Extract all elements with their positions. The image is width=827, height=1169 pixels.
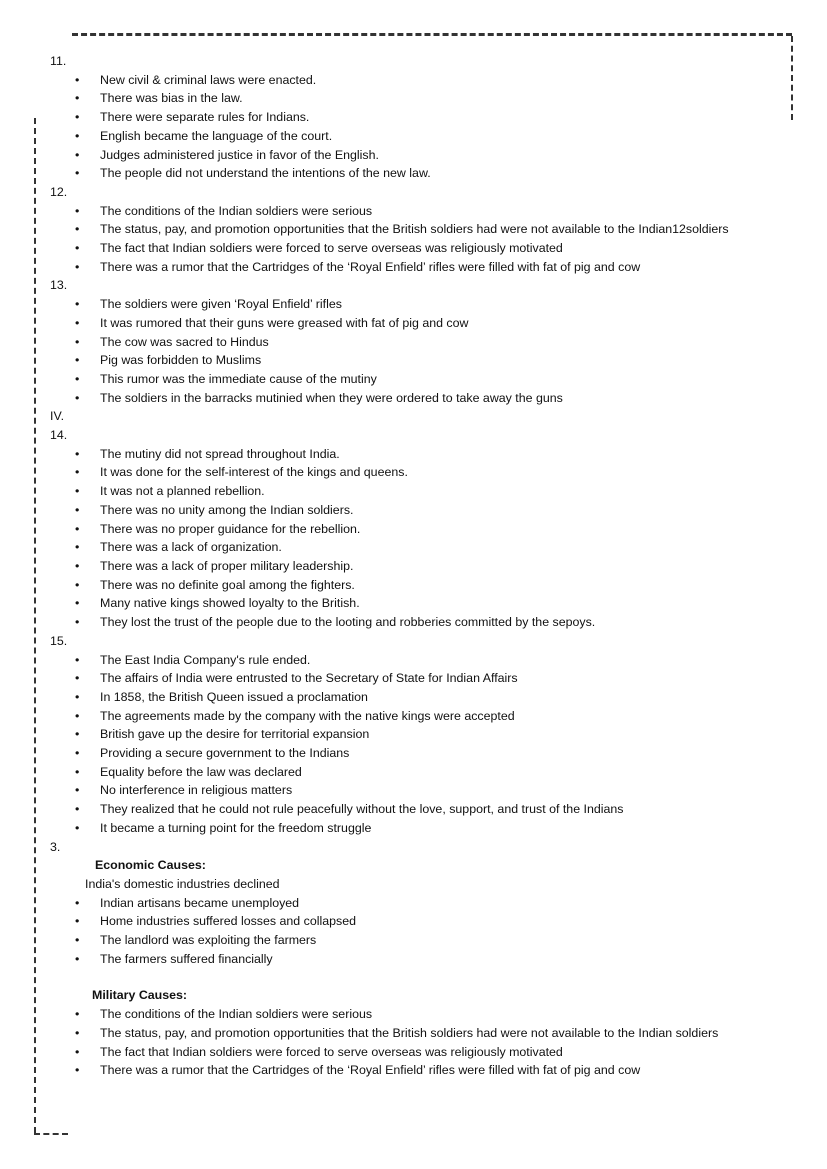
bullet-list bbox=[50, 71, 778, 183]
section-number: 11. bbox=[50, 54, 67, 68]
list-item: • There were separate rules for Indians. bbox=[50, 108, 778, 127]
list-item: • It was done for the self-interest of the kings and queens. bbox=[50, 463, 778, 482]
list-item: • There was bias in the law. bbox=[50, 89, 778, 108]
page-border-right bbox=[791, 36, 793, 120]
military-causes-heading: Military Causes: bbox=[92, 988, 188, 1003]
list-item: • There was no definite goal among the fighters. bbox=[50, 576, 778, 595]
list-item: • Indian artisans became unemployed bbox=[50, 894, 778, 913]
list-item: • There was a lack of proper military leadership. bbox=[50, 557, 778, 576]
list-item: • Home industries suffered losses and collapsed bbox=[50, 912, 778, 931]
list-item: • The soldiers were given ‘Royal Enfield’ rifles bbox=[50, 295, 778, 314]
page-border-left bbox=[34, 118, 36, 1133]
list-item: • There was a rumor that the Cartridges of the ‘Royal Enfield’ rifles were filled with fat of pig and cow bbox=[50, 258, 778, 277]
list-item: • The status, pay, and promotion opportunities that the British soldiers had were not available to the Indian12soldiers bbox=[50, 220, 778, 239]
economic-causes-intro: India's domestic industries declined bbox=[85, 876, 280, 891]
list-item: • The fact that Indian soldiers were forced to serve overseas was religiously motivated bbox=[50, 239, 778, 258]
list-item: • They realized that he could not rule peacefully without the love, support, and trust of the Indians bbox=[50, 800, 778, 819]
list-item: • The agreements made by the company with the native kings were accepted bbox=[50, 707, 778, 726]
list-item: • English became the language of the court. bbox=[50, 127, 778, 146]
list-item: • The affairs of India were entrusted to the Secretary of State for Indian Affairs bbox=[50, 669, 778, 688]
list-item: • This rumor was the immediate cause of the mutiny bbox=[50, 370, 778, 389]
list-item: • The farmers suffered financially bbox=[50, 950, 778, 969]
list-item: • There was a rumor that the Cartridges of the ‘Royal Enfield’ rifles were filled with fat of pig and cow bbox=[50, 1061, 778, 1080]
list-item: • The East India Company's rule ended. bbox=[50, 651, 778, 670]
list-item: • It was not a planned rebellion. bbox=[50, 482, 778, 501]
list-item: • The landlord was exploiting the farmers bbox=[50, 931, 778, 950]
list-item: • It became a turning point for the freedom struggle bbox=[50, 819, 778, 838]
section-number: 14. bbox=[50, 428, 68, 443]
list-item: • The conditions of the Indian soldiers were serious bbox=[50, 202, 778, 221]
bullet-list bbox=[50, 894, 778, 969]
economic-causes-heading: Economic Causes: bbox=[95, 858, 206, 873]
list-item: • Many native kings showed loyalty to the British. bbox=[50, 594, 778, 613]
list-item: • Providing a secure government to the Indians bbox=[50, 744, 778, 763]
list-item: • The conditions of the Indian soldiers were serious bbox=[50, 1005, 778, 1024]
section-number: 15. bbox=[50, 633, 68, 648]
section-number: 3. bbox=[50, 839, 61, 854]
list-item: • The status, pay, and promotion opportunities that the British soldiers had were not available to the Indian soldiers bbox=[50, 1024, 778, 1043]
list-item: • The mutiny did not spread throughout India. bbox=[50, 445, 778, 464]
list-item: • No interference in religious matters bbox=[50, 781, 778, 800]
list-item: • There was no proper guidance for the rebellion. bbox=[50, 520, 778, 539]
bullet-list bbox=[50, 651, 778, 838]
list-item: • The cow was sacred to Hindus bbox=[50, 333, 778, 352]
bullet-list bbox=[50, 445, 778, 632]
page-border-bottom bbox=[34, 1133, 68, 1135]
list-item: • It was rumored that their guns were greased with fat of pig and cow bbox=[50, 314, 778, 333]
document-body bbox=[50, 52, 778, 1080]
list-item: • British gave up the desire for territorial expansion bbox=[50, 725, 778, 744]
page-border-top bbox=[72, 33, 792, 36]
list-item: • The fact that Indian soldiers were forced to serve overseas was religiously motivated bbox=[50, 1043, 778, 1062]
list-item: • They lost the trust of the people due to the looting and robberies committed by the sepoys. bbox=[50, 613, 778, 632]
list-item: • Judges administered justice in favor of the English. bbox=[50, 146, 778, 165]
section-number: 12. bbox=[50, 184, 68, 199]
bullet-list bbox=[50, 1005, 778, 1080]
list-item: • New civil & criminal laws were enacted. bbox=[50, 71, 778, 90]
bullet-list bbox=[50, 202, 778, 277]
list-item: • The soldiers in the barracks mutinied when they were ordered to take away the guns bbox=[50, 389, 778, 408]
section-number: 13. bbox=[50, 278, 68, 293]
list-item: • In 1858, the British Queen issued a proclamation bbox=[50, 688, 778, 707]
list-item: • The people did not understand the intentions of the new law. bbox=[50, 164, 778, 183]
list-item: • There was a lack of organization. bbox=[50, 538, 778, 557]
spacer bbox=[50, 968, 778, 986]
bullet-list bbox=[50, 295, 778, 407]
list-item: • Pig was forbidden to Muslims bbox=[50, 351, 778, 370]
list-item: • There was no unity among the Indian soldiers. bbox=[50, 501, 778, 520]
list-item: • Equality before the law was declared bbox=[50, 763, 778, 782]
roman-numeral-heading: IV. bbox=[50, 409, 65, 424]
